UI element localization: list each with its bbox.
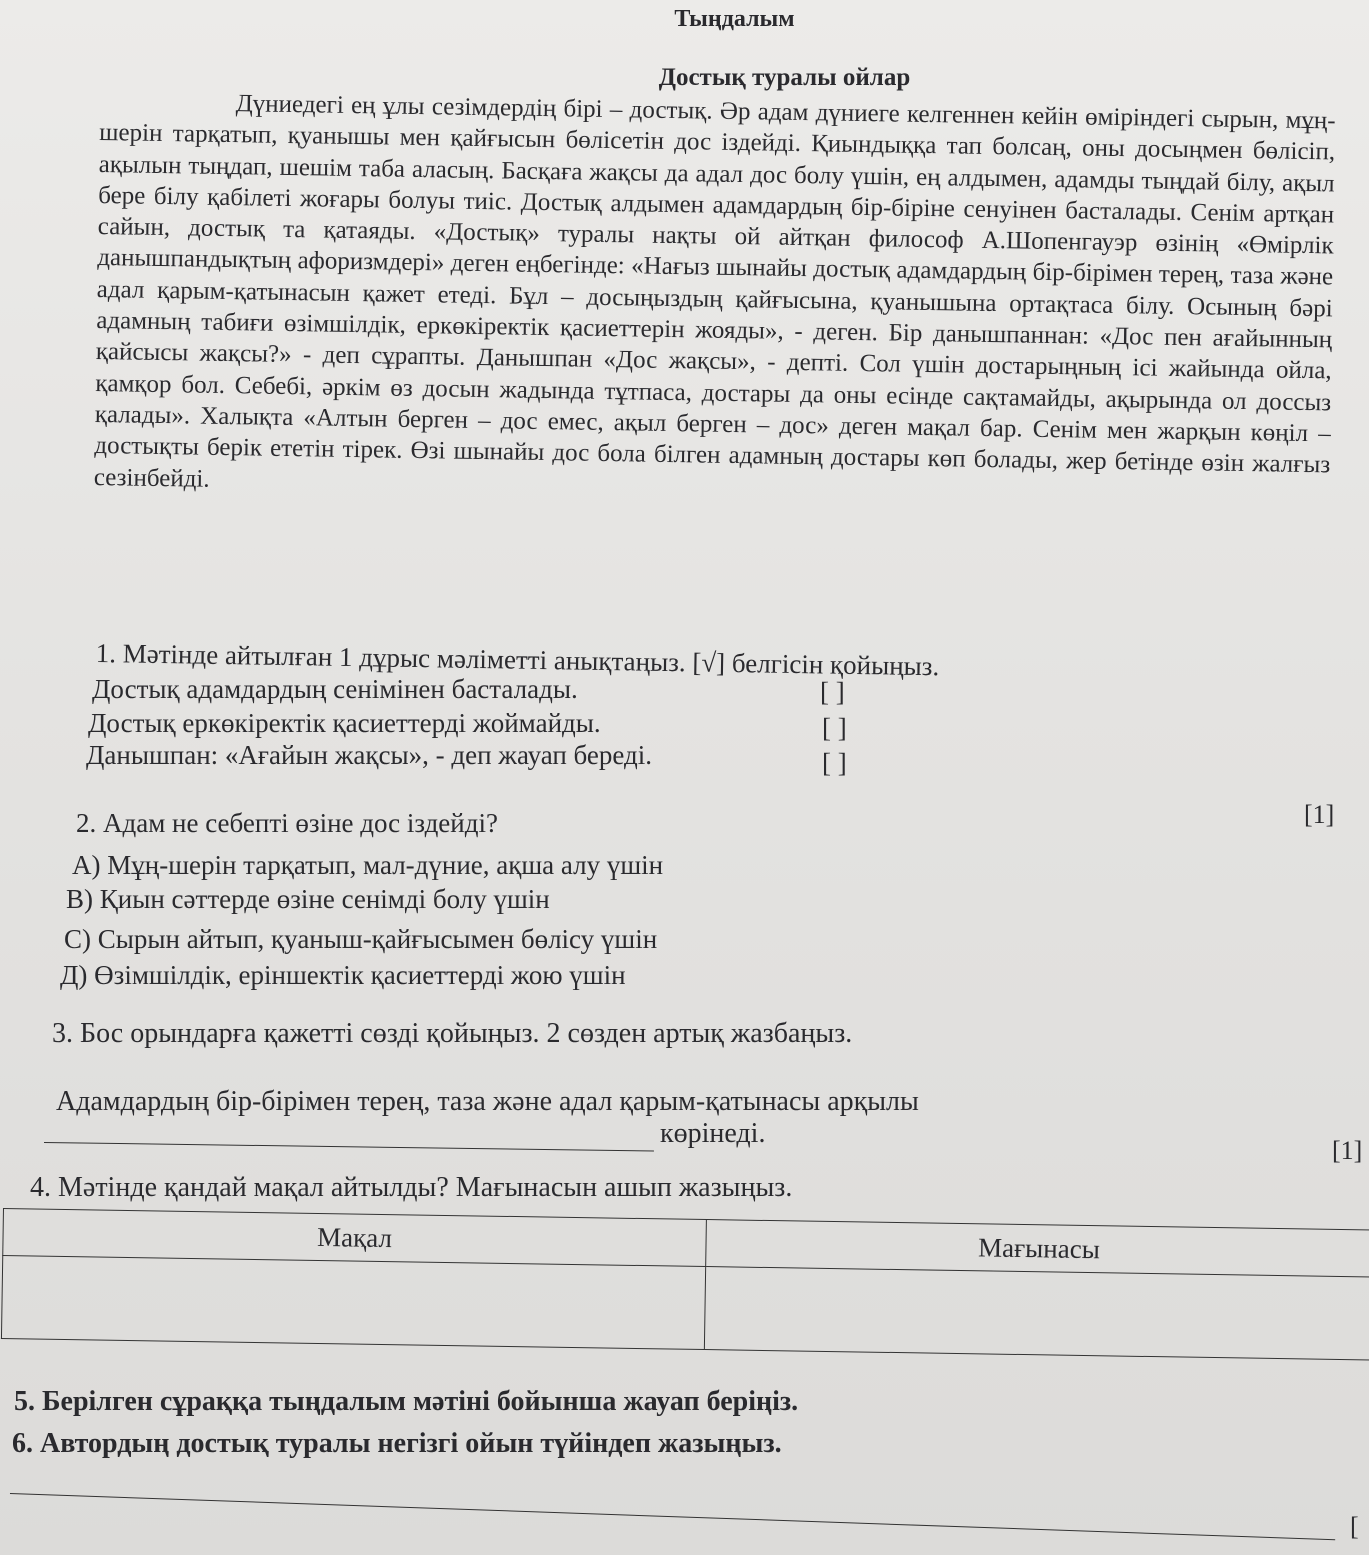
q1-option-1: Достық адамдардың сенімінен басталады. bbox=[92, 674, 578, 704]
meaning-column-header: Мағынасы bbox=[706, 1220, 1369, 1277]
proverb-answer-cell[interactable] bbox=[1, 1256, 705, 1350]
q2-option-b: В) Қиын сәттерде өзіне сенімді болу үшін bbox=[66, 884, 550, 914]
q1-checkbox-1[interactable]: [ ] bbox=[820, 677, 845, 707]
proverb-column-header: Мақал bbox=[3, 1209, 707, 1267]
q6-score-mark: [ bbox=[1350, 1512, 1359, 1541]
q2-option-c: С) Сырын айтып, қуаныш-қайғысымен бөлісу үшін bbox=[64, 924, 658, 954]
q2-option-a: А) Мұң-шерін тарқатып, мал-дүние, ақша алу үшін bbox=[72, 850, 664, 880]
q2-score-mark: [1] bbox=[1304, 800, 1335, 829]
q3-answer-line[interactable] bbox=[44, 1142, 654, 1152]
passage bbox=[93, 86, 1336, 544]
q1-prompt: 1. Мәтінде айтылған 1 дұрыс мәліметті анықтаңыз. [√] белгісін қойыңыз. bbox=[95, 638, 940, 682]
q6-prompt: 6. Автордың достық туралы негізгі ойын түйіндеп жазыңыз. bbox=[12, 1428, 782, 1459]
q3-ending: көрінеді. bbox=[660, 1118, 766, 1149]
text-title: Достық туралы ойлар bbox=[658, 64, 911, 91]
q2-option-d: Д) Өзімшілдік, еріншектік қасиеттерді жою үшін bbox=[60, 960, 626, 990]
q1-checkbox-3[interactable]: [ ] bbox=[822, 748, 847, 778]
q4-prompt: 4. Мәтінде қандай мақал айтылды? Мағынасын ашып жазыңыз. bbox=[30, 1172, 793, 1203]
proverb-table bbox=[1, 1208, 1369, 1361]
section-title: Тыңдалым bbox=[674, 6, 795, 32]
q1-option-3: Данышпан: «Ағайын жақсы», - деп жауап береді. bbox=[86, 740, 653, 770]
passage-text: Дүниедегі ең ұлы сезімдердің бірі – достық. Әр адам дүниеге келгеннен кейін өміріндегі сырын, мұң-шерін тарқатып, қуанышы мен қайғысын бөлісетін дос іздейді. Қиындыққа тап болсаң, оны досыңмен бөлісіп, ақылын тыңдап, шешім таба аласың. Басқаға жақсы да адал дос болу үшін, ең алдымен, адамды тыңдай білу, ақыл бере білу қабілеті жоғары болуы тиіс. Достық алдымен адамдардың бір-біріне сенуінен басталады. Сенім артқан сайын, достық та қатаяды. «Достық» туралы нақты ой айтқан философ А.Шопенгауэр өзінің «Өмірлік данышпандықтың афоризмдері» деген еңбегінде: «Нағыз шынайы достық адамдардың бір-бірімен терең, таза және адал қарым-қатынасын қажет етеді. Бұл – досыңыздың қайғысына, қуанышына ортақтаса білу. Осының бәрі адамның табиғи өзімшілдік, еркөкіректік қасиеттерін жояды», - деген. Бір данышпаннан: «Дос пен ағайынның қайсысы жақсы?» - деп сұрапты. Данышпан «Дос жақсы», - депті. Сол үшін достарыңның ісі жайында ойла, қамқор бол. Себебі, әркім өз досын жадында тұтпаса, достары да оны есінде сақтамайды, ақырында ол доссыз қалады». Халықта «Алтын берген – дос емес, ақыл берген – дос» деген мақал бар. Сенім мен жарқын көңіл – достықты берік ететін тірек. Өзі шынайы дос бола білген адамның достары көп болады, жер бетінде өзін жалғыз сезінбейді. bbox=[93, 90, 1336, 493]
q6-answer-line[interactable] bbox=[10, 1493, 1335, 1540]
q3-score-mark: [1] bbox=[1332, 1136, 1363, 1165]
q3-prompt: 3. Бос орындарға қажетті сөзді қойыңыз. 2 сөзден артық жазбаңыз. bbox=[52, 1018, 853, 1049]
q1-checkbox-2[interactable]: [ ] bbox=[822, 713, 847, 743]
q3-sentence: Адамдардың бір-бірімен терең, таза және адал қарым-қатынасы арқылы bbox=[56, 1086, 919, 1117]
meaning-answer-cell[interactable] bbox=[704, 1267, 1369, 1360]
q1-option-2: Достық еркөкіректік қасиеттерді жоймайды. bbox=[88, 708, 601, 738]
q5-prompt: 5. Берілген сұраққа тыңдалым мәтіні бойынша жауап беріңіз. bbox=[14, 1386, 799, 1417]
q2-prompt: 2. Адам не себепті өзіне дос іздейді? bbox=[76, 808, 498, 838]
